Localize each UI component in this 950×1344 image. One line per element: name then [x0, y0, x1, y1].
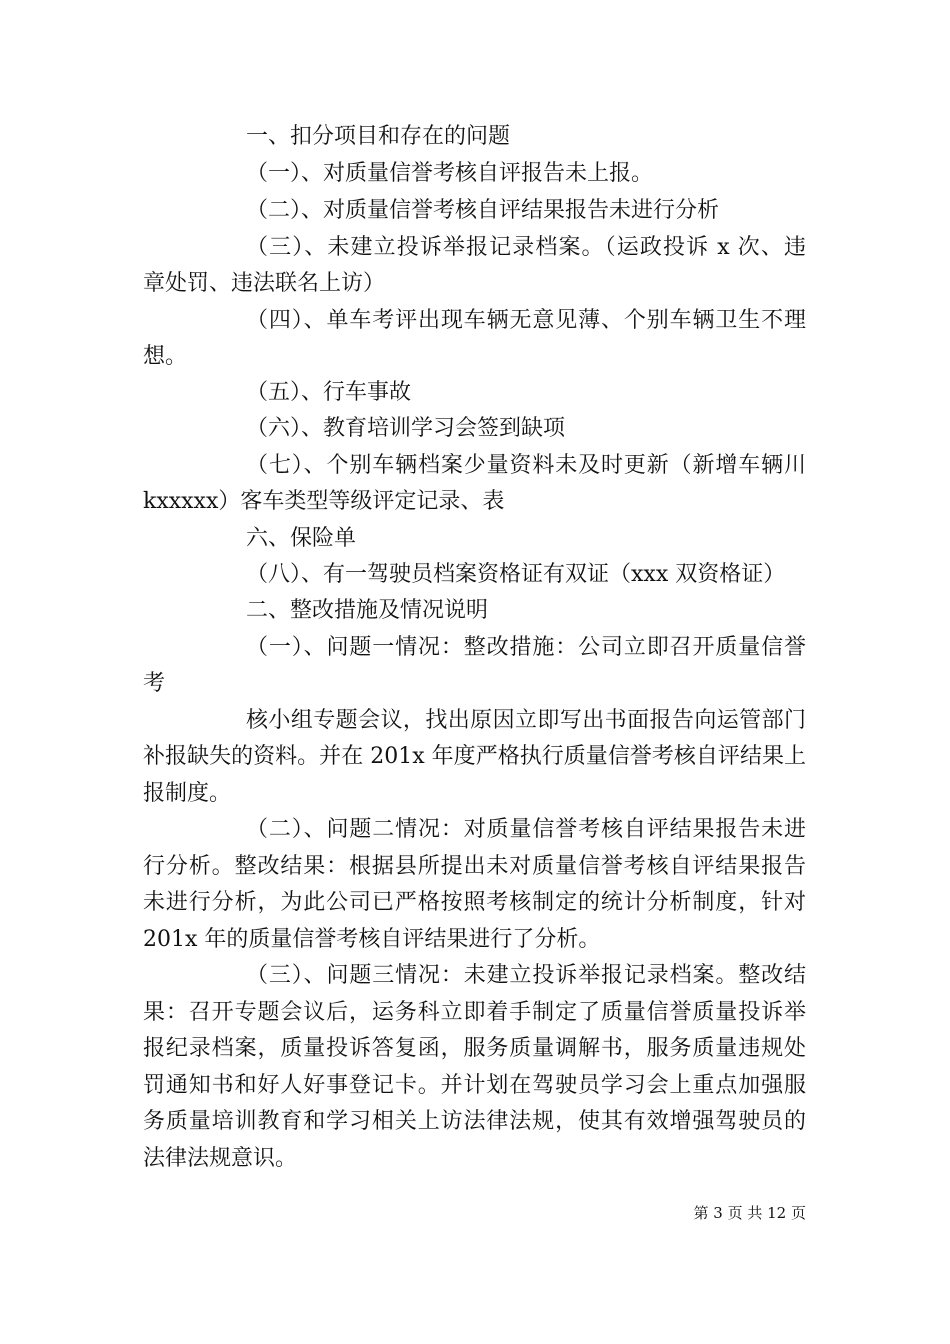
measure-3-line-4: 罚通知书和好人好事登记卡。并计划在驾驶员学习会上重点加强服: [143, 1073, 806, 1098]
issue-6: （六）、教育培训学习会签到缺项: [246, 416, 566, 441]
measure-1-line-1: （一）、问题一情况：整改措施：公司立即召开质量信誉: [246, 635, 806, 660]
heading-deductions: 一、扣分项目和存在的问题: [246, 124, 511, 149]
measure-3-line-6: 法律法规意识。: [143, 1146, 298, 1171]
measure-1-line-2: 考: [143, 671, 166, 696]
issue-5: （五）、行车事故: [246, 380, 412, 405]
measure-2-line-1: （二）、问题二情况：对质量信誉考核自评结果报告未进: [246, 817, 806, 842]
measure-3-line-2: 果：召开专题会议后，运务科立即着手制定了质量信誉质量投诉举: [143, 1000, 806, 1025]
measure-3-line-3: 报纪录档案，质量投诉答复函，服务质量调解书，服务质量违规处: [143, 1036, 806, 1061]
measure-1-line-3: 核小组专题会议，找出原因立即写出书面报告向运管部门: [246, 708, 806, 733]
measure-2-line-3: 未进行分析，为此公司已严格按照考核制定的统计分析制度，针对: [143, 890, 806, 915]
heading-measures: 二、整改措施及情况说明: [246, 598, 489, 623]
heading-insurance: 六、保险单: [246, 526, 357, 551]
issue-8: （八）、有一驾驶员档案资格证有双证（xxx 双资格证）: [246, 562, 786, 587]
measure-3-line-5: 务质量培训教育和学习相关上访法律法规，使其有效增强驾驶员的: [143, 1109, 806, 1134]
measure-3-line-1: （三）、问题三情况：未建立投诉举报记录档案。整改结: [246, 963, 806, 988]
measure-1-line-5: 报制度。: [143, 781, 232, 806]
issue-4-line-1: （四）、单车考评出现车辆无意见薄、个别车辆卫生不理: [246, 308, 806, 333]
measure-2-line-2: 行分析。整改结果：根据县所提出未对质量信誉考核自评结果报告: [143, 854, 806, 879]
page-number-footer: 第 3 页 共 12 页: [693, 1204, 806, 1222]
issue-4-line-2: 想。: [143, 344, 188, 369]
issue-7-line-1: （七）、个别车辆档案少量资料未及时更新（新增车辆川: [246, 453, 806, 478]
issue-1: （一）、对质量信誉考核自评报告未上报。: [246, 161, 654, 186]
issue-2: （二）、对质量信誉考核自评结果报告未进行分析: [246, 198, 720, 223]
measure-2-line-4: 201x 年的质量信誉考核自评结果进行了分析。: [143, 927, 601, 952]
issue-7-line-2: kxxxxx）客车类型等级评定记录、表: [143, 489, 505, 514]
issue-3-line-1: （三）、未建立投诉举报记录档案。（运政投诉 x 次、违: [246, 235, 806, 260]
measure-1-line-4: 补报缺失的资料。并在 201x 年度严格执行质量信誉考核自评结果上: [143, 744, 806, 769]
issue-3-line-2: 章处罚、违法联名上访）: [143, 271, 386, 296]
